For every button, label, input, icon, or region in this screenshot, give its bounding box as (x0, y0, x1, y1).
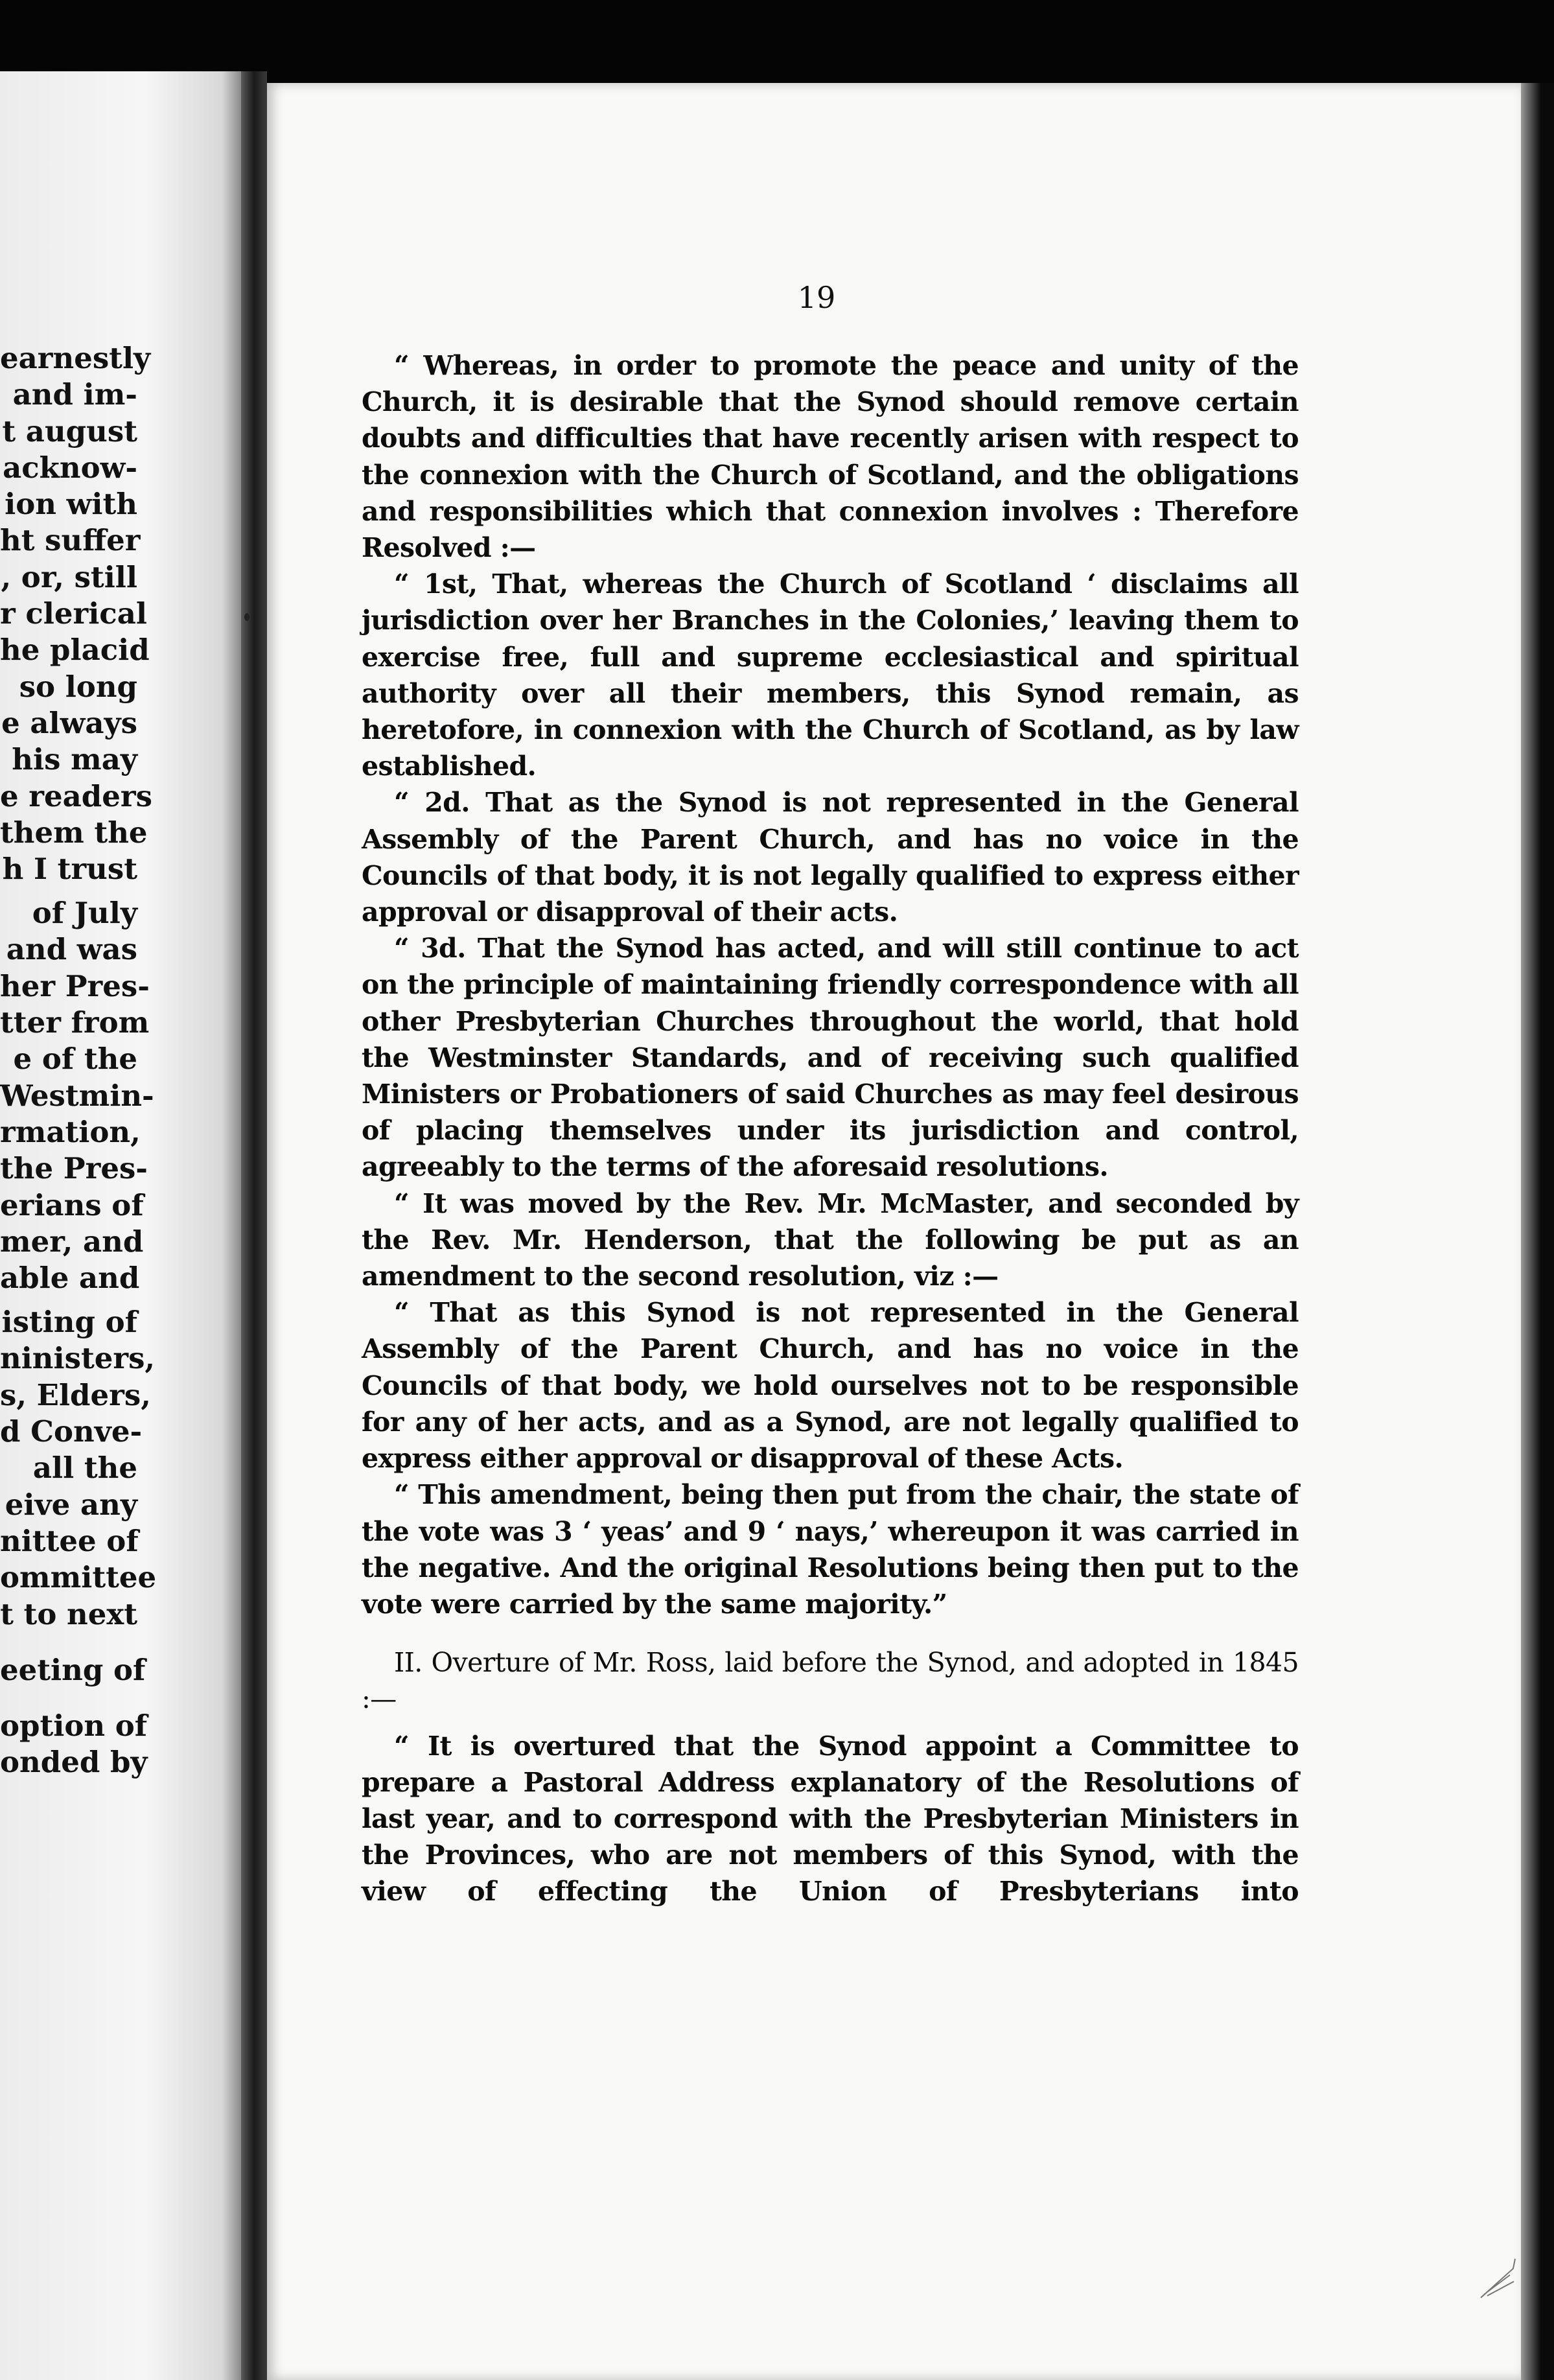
vote-result: “ This amendment, being then put from the chair, the state of the vote was 3 ‘ yeas’ and 9 ‘ nays,’ whereupon it was carried in the negative. And the original Resolutions being then put to the vote were carried by the same majority.” (362, 1479, 1299, 1620)
left-page-line: ht suffer (0, 523, 141, 558)
left-page-line: e readers (0, 778, 152, 813)
left-page-line: Westmin- (0, 1078, 154, 1113)
left-page-line: ion with (5, 487, 137, 522)
left-page-line: his may (12, 742, 137, 777)
left-page-line: r clerical (0, 596, 147, 631)
left-page-line: erians of (0, 1187, 144, 1222)
margin-ink-dot (244, 613, 249, 621)
resolution-third: “ 3d. That the Synod has acted, and will still continue to act on the principle of maintaining friendly correspondence with all other Presbyterian Churches throughout the world, that hold the Westminster Standards, and of receiving such qualified Ministers or Probationers of said Churches as may feel desirous of placing themselves under its jurisdiction and control, agreeably to the terms of the aforesaid resolutions. (362, 933, 1299, 1183)
resolution-second: “ 2d. That as the Synod is not represented in the General Assembly of the Parent Church, and has no voice in the Councils of that body, it is not legally qualified to express either approval or disapproval of their acts. (362, 787, 1299, 928)
page-edge-shadow (1521, 83, 1554, 2380)
left-page-line: earnestly (0, 341, 151, 375)
left-page-line: acknow- (3, 450, 137, 485)
left-page-line: onded by (0, 1744, 148, 1779)
page-number: 19 (797, 280, 836, 315)
left-page-line: t august (2, 414, 137, 449)
left-page-line: the Pres- (0, 1151, 148, 1186)
left-page-line: t to next (0, 1596, 137, 1631)
left-page-line: so long (19, 669, 137, 704)
book-gutter (241, 71, 267, 2380)
left-page-line: s, Elders, (0, 1377, 151, 1412)
left-page-line: h I trust (2, 852, 137, 887)
left-page-line: nittee of (0, 1523, 139, 1558)
left-page-line: d Conve- (0, 1414, 143, 1449)
left-page-line: ninisters, (0, 1341, 156, 1376)
left-page-line: her Pres- (0, 968, 150, 1003)
left-page-line: e of the (13, 1042, 137, 1077)
left-page-line: e always (1, 705, 137, 740)
left-page-line: and im- (12, 377, 137, 412)
page-corner-curl-icon (1478, 2256, 1516, 2301)
left-page-line: ommittee (0, 1560, 157, 1595)
left-page-line: eive any (5, 1487, 137, 1522)
left-page-line: he placid (0, 633, 150, 668)
left-page-line: of July (32, 896, 137, 931)
left-page-line: rmation, (0, 1114, 141, 1149)
resolution-first: “ 1st, That, whereas the Church of Scotland ‘ disclaims all jurisdiction over her Branches in the Colonies,’ leaving them to exercise free, full and supreme ecclesiastical and spiritual authority over all their members, this Synod remain, as heretofore, in connexion with the Church of Scotland, as by law established. (362, 568, 1299, 782)
left-page-line: them the (0, 815, 148, 850)
page-body-text (362, 347, 1299, 1910)
left-page-line: mer, and (0, 1224, 144, 1259)
left-page-line: eeting of (0, 1652, 146, 1687)
left-page-line: tter from (0, 1005, 150, 1040)
amendment-motion: “ It was moved by the Rev. Mr. McMaster, and seconded by the Rev. Mr. Henderson, that the following be put as an amendment to the second resolution, viz :— (362, 1187, 1299, 1292)
overture-paragraph: “ It is overtured that the Synod appoint a Committee to prepare a Pastoral Address explanatory of the Resolutions of last year, and to correspond with the Presbyterian Ministers in the Provinces, who are not members of this Synod, with the view of effecting the Union of Presbyterians into (362, 1730, 1299, 1908)
left-page-line: able and (0, 1261, 140, 1296)
section-heading: II. Overture of Mr. Ross, laid before the Synod, and adopted in 1845 :— (362, 1647, 1299, 1715)
left-page-line: option of (0, 1708, 148, 1743)
left-page-text-column (0, 340, 157, 1780)
amendment-text: “ That as this Synod is not represented in the General Assembly of the Parent Church, and has no voice in the Councils of that body, we hold ourselves not to be responsible for any of her acts, and as a Synod, are not legally qualified to express either approval or disapproval of these Acts. (362, 1297, 1299, 1475)
resolution-preamble: “ Whereas, in order to promote the peace and unity of the Church, it is desirable that the Synod should remove certain doubts and difficulties that have recently arisen with respect to the connexion with the Church of Scotland, and the obligations and responsibilities which that connexion involves : Therefore Resolved :— (362, 350, 1299, 564)
left-page-line: isting of (1, 1305, 137, 1340)
left-page-line: , or, still (1, 559, 137, 594)
left-page-line: and was (6, 932, 137, 967)
left-page-line: all the (32, 1451, 137, 1486)
